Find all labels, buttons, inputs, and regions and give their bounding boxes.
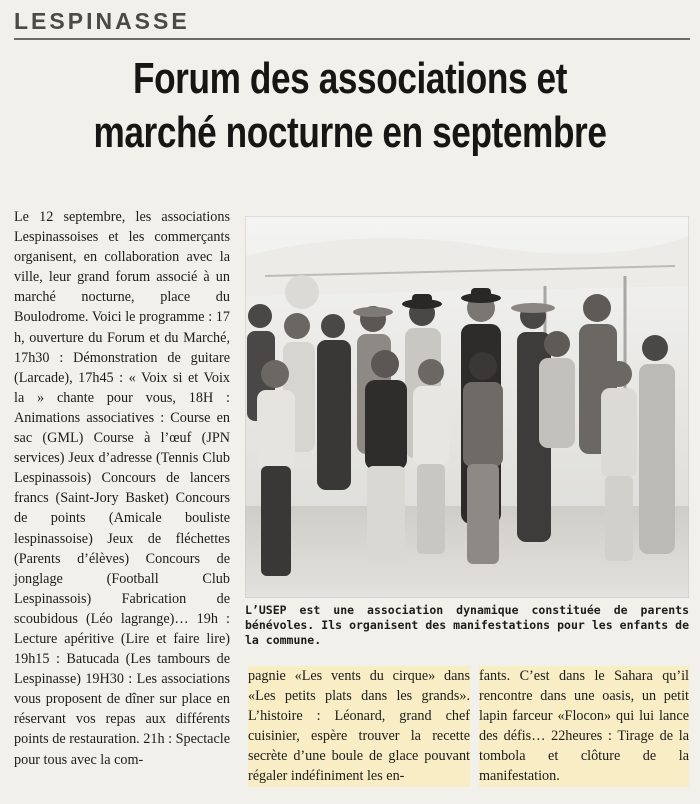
article-column-2: pagnie «Les vents du cirque» dans «Les petits plats dans les grands». L’histoire : Léonard, grand chef cuisinier, espère trouver la recette secrète d’une boule de glace pouvant régaler indéfiniment les en- [248, 666, 470, 787]
photo-caption: L’USEP est une association dynamique constituée de parents bénévoles. Ils organisent des manifestations pour les enfants de la commune. [245, 603, 689, 647]
article-column-1 [14, 207, 230, 770]
group-photo [245, 216, 689, 598]
article-column-3: fants. C’est dans le Sahara qu’il rencontre dans une oasis, un petit lapin farceur «Flocon» qui lui lance des défis… 22heures : Tirage de la tombola et clôture de la manifestation. [479, 666, 689, 787]
headline: Forum des associations et marché nocturne en septembre [93, 54, 607, 157]
article-text-column-1: Le 12 septembre, les associations Lespinassoises et les commerçants organisent, en collaboration avec la ville, leur grand forum associé à un marché nocturne, place du Boulodrome. Voici le programme : 17 h, ouverture du Forum et du Marché, 17h30 : Démonstration de guitare (Larcade), 17h45 : « Voix si et Voix la » chante pour vous, 18H : Animations associatives : Course en sac (GML) Course à l’œuf (JPN services) Jeux d’adresse (Tennis Club Lespinassois) Concours de lancers francs (Saint-Jory Basket) Concours de points (Amicale bouliste lespinassoise) Jeux de fléchettes (Parents d’élèves) Concours de jonglage (Football Club Lespinassois) Fabrication de scoubidous (Léo lagrange)… 19h : Lecture apéritive (Lire et faire lire) 19h15 : Batucada (Les tambours de Lespinasse) 19H30 : Les associations vous proposent de dîner sur place en réservant vos repas aux différents points de restauration. 21h : Spectacle pour tous avec la com- [14, 209, 230, 768]
section-header: LESPINASSE [14, 8, 190, 34]
header-rule [14, 38, 690, 40]
